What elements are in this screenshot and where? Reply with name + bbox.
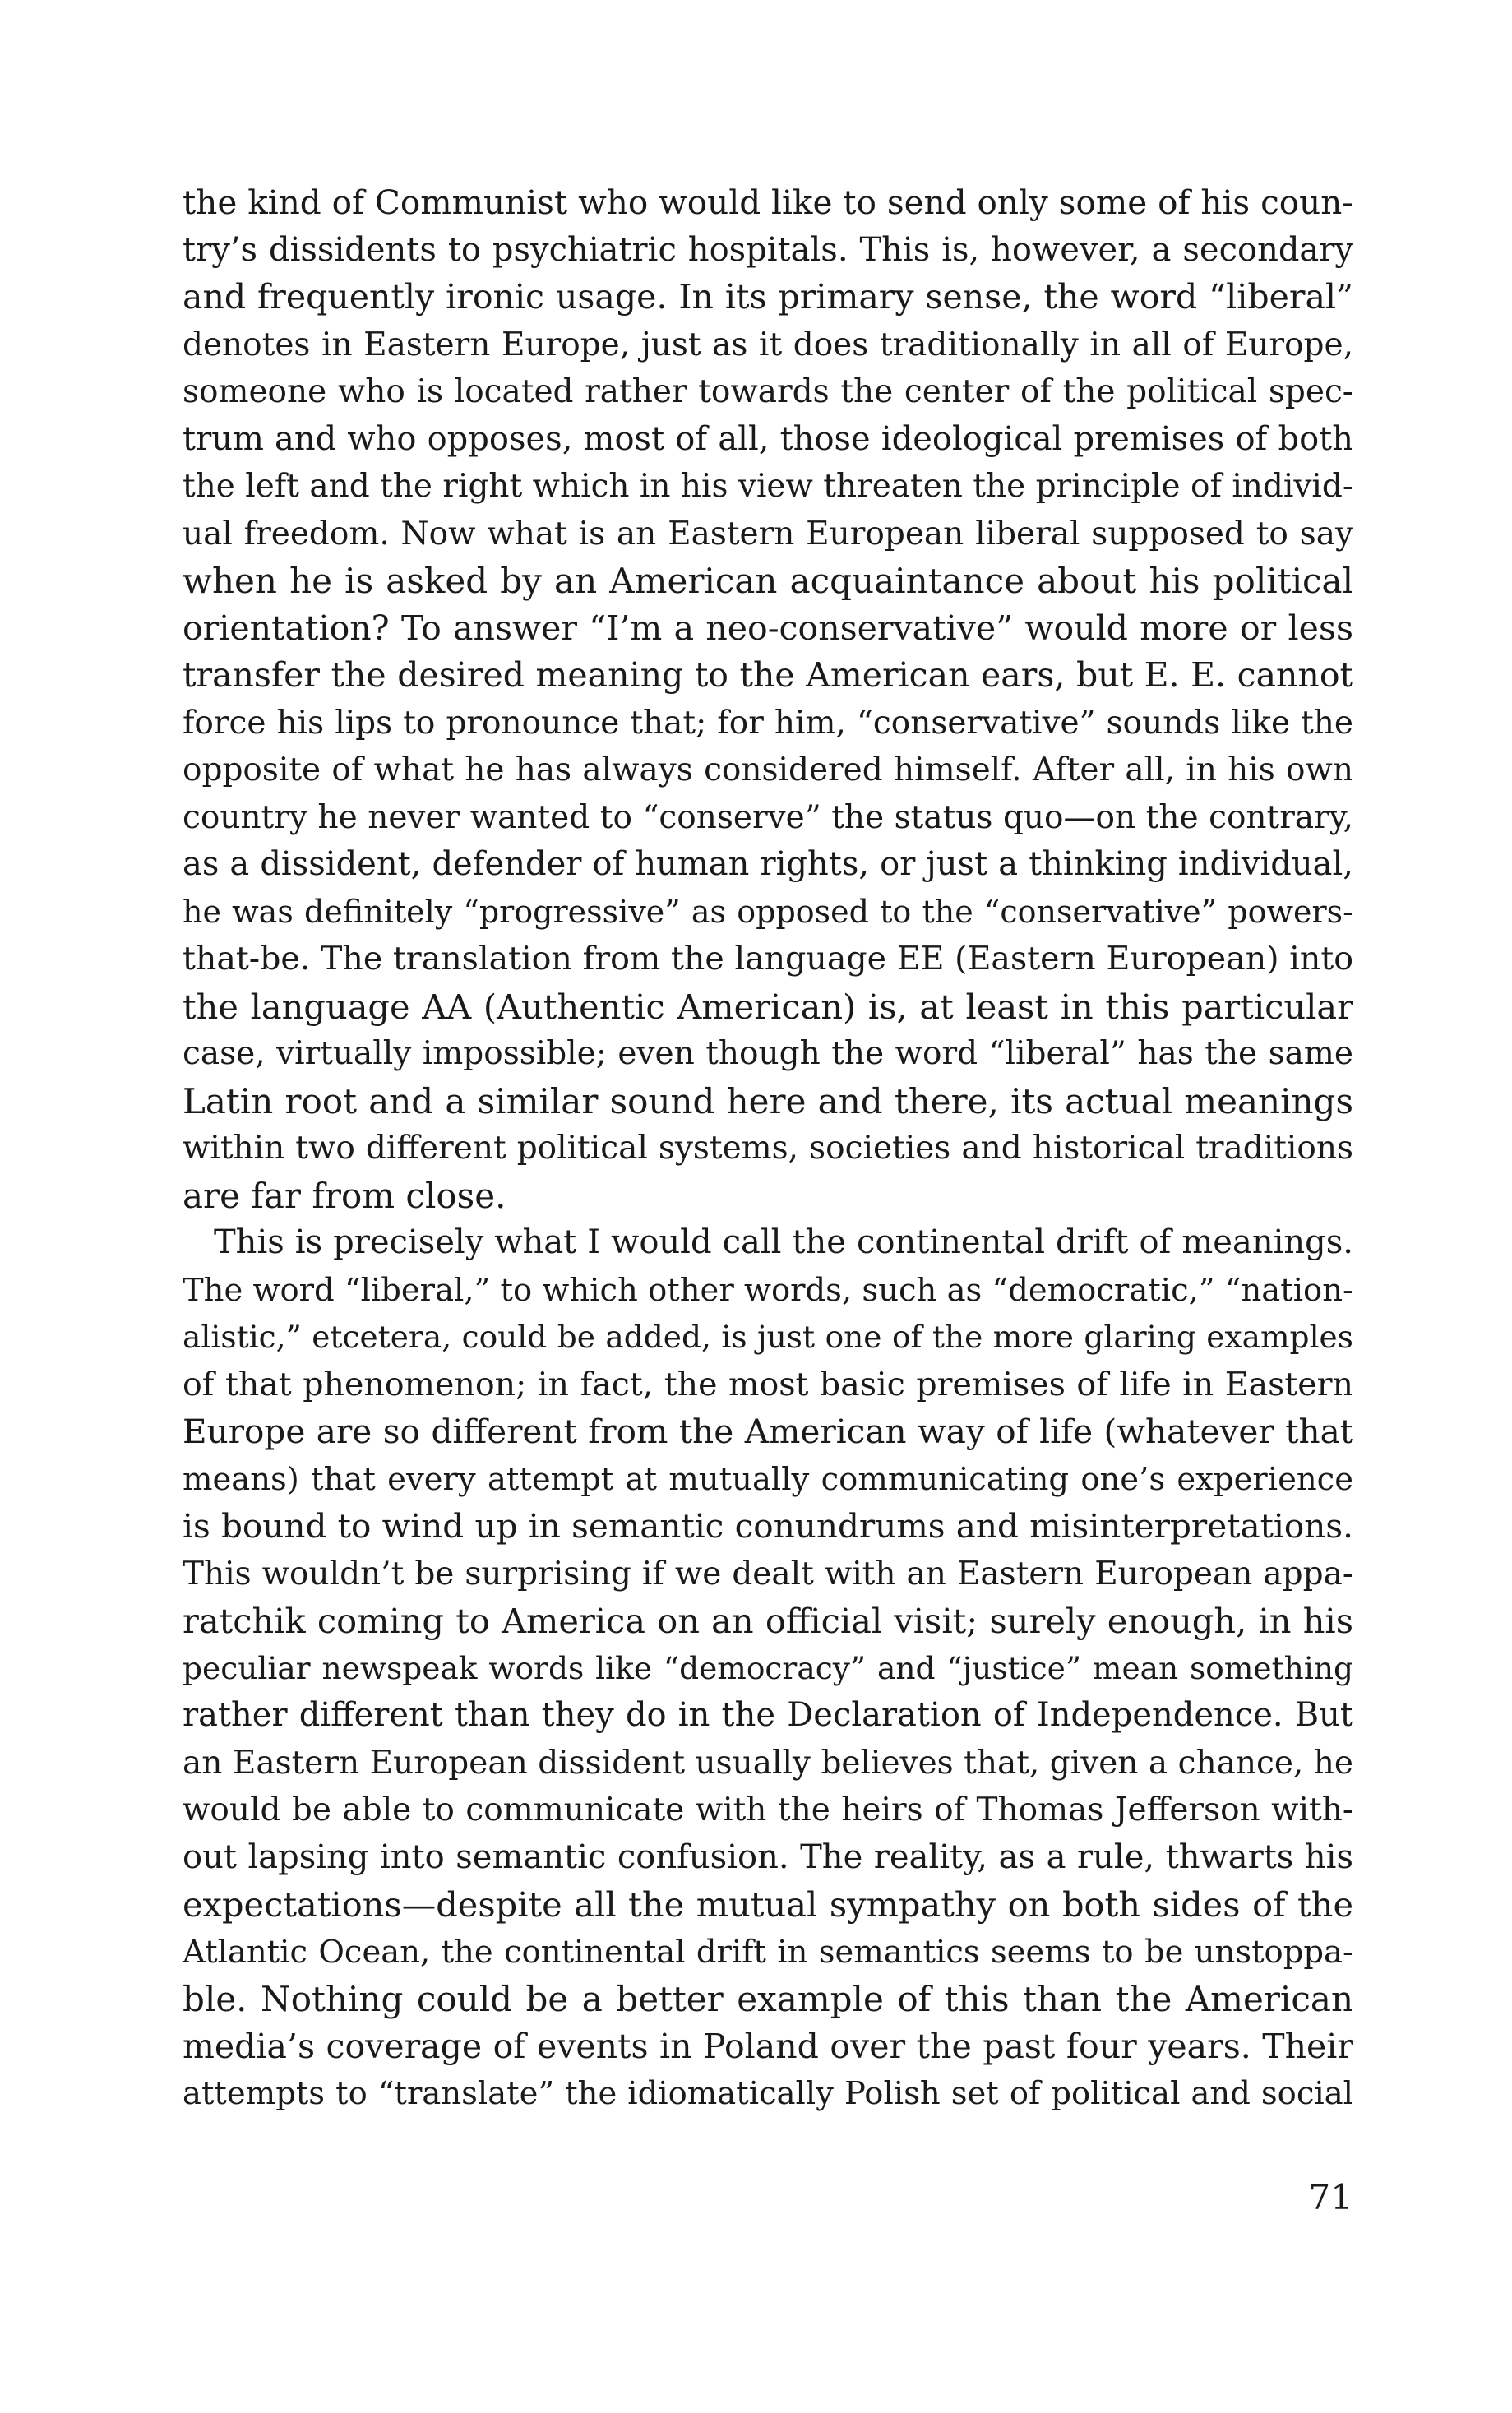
text-line: that-be. The translation from the language EE (Eastern European) into — [183, 940, 1353, 978]
text-line: Atlantic Ocean, the continental drift in semantics seems to be unstoppa- — [183, 1933, 1353, 1971]
text-line: opposite of what he has always considered himself. After all, in his own — [183, 751, 1353, 788]
text-line: as a dissident, defender of human rights, or just a thinking individual, — [183, 845, 1353, 883]
text-line: ratchik coming to America on an official visit; surely enough, in his — [183, 1601, 1353, 1641]
text-line: This wouldn’t be surprising if we dealt with an Eastern European appa- — [183, 1555, 1353, 1592]
page-number: 71 — [1308, 2177, 1352, 2217]
text-line: try’s dissidents to psychiatric hospitals. This is, however, a secondary — [183, 230, 1353, 269]
paragraph-end-line: are far from close. — [183, 1175, 506, 1216]
text-line: transfer the desired meaning to the American ears, but E. E. cannot — [183, 655, 1353, 695]
text-line: of that phenomenon; in fact, the most basic premises of life in Eastern — [183, 1365, 1353, 1403]
text-line: would be able to communicate with the heirs of Thomas Jefferson with- — [183, 1791, 1353, 1828]
text-line: force his lips to pronounce that; for him, “conservative” sounds like the — [183, 704, 1353, 742]
text-line: the left and the right which in his view threaten the principle of individ- — [183, 468, 1353, 505]
text-line: the language AA (Authentic American) is, at least in this particular — [183, 986, 1353, 1027]
text-line: peculiar newspeak words like “democracy” and “justice” mean something — [183, 1649, 1353, 1686]
text-line: country he never wanted to “conserve” the status quo—on the contrary, — [183, 798, 1353, 836]
text-line: an Eastern European dissident usually believes that, given a chance, he — [183, 1744, 1353, 1782]
text-line: denotes in Eastern Europe, just as it does traditionally in all of Europe, — [183, 326, 1353, 363]
text-line: he was definitely “progressive” as opposed to the “conservative” powers- — [183, 893, 1353, 930]
text-line: Europe are so different from the American way of life (whatever that — [183, 1412, 1353, 1451]
text-line: The word “liberal,” to which other words, such as “democratic,” “nation- — [183, 1271, 1353, 1309]
text-line: when he is asked by an American acquaintance about his political — [183, 561, 1353, 601]
text-line: case, virtually impossible; even though the word “liberal” has the same — [183, 1035, 1353, 1072]
paragraph-start-line: This is precisely what I would call the continental drift of meanings. — [214, 1223, 1353, 1261]
text-line: orientation? To answer “I’m a neo-conservative” would more or less — [183, 608, 1353, 648]
text-line: ble. Nothing could be a better example of this than the American — [183, 1979, 1353, 2019]
body-text — [183, 179, 1353, 2118]
text-line: rather different than they do in the Declaration of Independence. But — [183, 1696, 1353, 1734]
text-line: is bound to wind up in semantic conundrums and misinterpretations. — [183, 1506, 1353, 1546]
text-line: attempts to “translate” the idiomatically Polish set of political and social — [183, 2075, 1353, 2112]
text-line: and frequently ironic usage. In its primary sense, the word “liberal” — [183, 277, 1353, 317]
text-line: means) that every attempt at mutually communicating one’s experience — [183, 1460, 1353, 1498]
text-line: someone who is located rather towards the center of the political spec- — [183, 373, 1353, 410]
text-line: within two different political systems, societies and historical traditions — [183, 1130, 1353, 1167]
text-line: expectations—despite all the mutual sympathy on both sides of the — [183, 1884, 1353, 1925]
text-line: out lapsing into semantic confusion. The reality, as a rule, thwarts his — [183, 1837, 1353, 1876]
text-line: ual freedom. Now what is an Eastern European liberal supposed to say — [183, 515, 1353, 552]
text-line: Latin root and a similar sound here and there, its actual meanings — [183, 1080, 1353, 1121]
text-line: trum and who opposes, most of all, those ideological premises of both — [183, 419, 1353, 458]
text-line: alistic,” etcetera, could be added, is just one of the more glaring examples — [183, 1319, 1353, 1355]
text-line: media’s coverage of events in Poland over the past four years. Their — [183, 2026, 1353, 2066]
text-line: the kind of Communist who would like to send only some of his coun- — [183, 183, 1353, 222]
